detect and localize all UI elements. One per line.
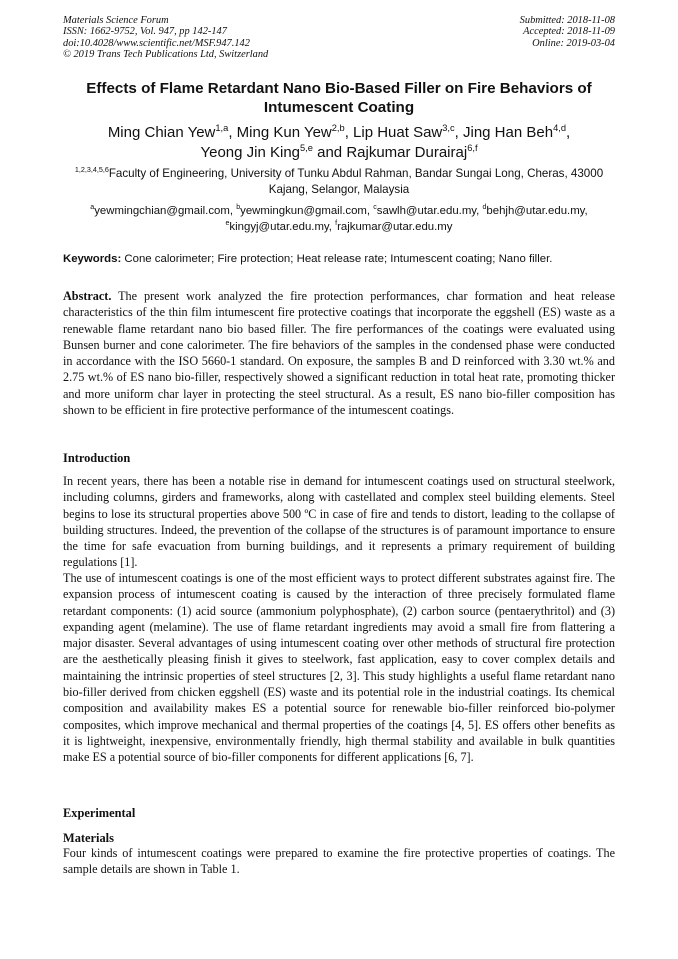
abstract-label: Abstract. bbox=[63, 289, 112, 303]
subsection-heading-materials: Materials bbox=[63, 831, 114, 845]
dates-header bbox=[520, 15, 615, 49]
abstract-text: The present work analyzed the fire protection performances, char formation and heat release characteristics of the thin film intumescent fire protective coatings that incorporate the eggshell (ES) waste as a renewable flame retardant nano bio based filler. The fire performances of the coatings were evaluated using Bunsen burner and cone calorimeter. The fire behaviors of the samples in the condensed phase were conducted in accordance with the ISO 5660-1 standard. On exposure, the samples B and D reinforced with 3.30 wt.% and 2.75 wt.% of ES nano bio-filler, respectively showed a significant reduction in total heat rate, promoting thicker and more uniform char layer in protecting the steel structural. As a result, ES nano bio-filler composition has shown to be efficient in fire protective performance of the intumescent coatings. bbox=[63, 289, 615, 418]
keywords-text: Cone calorimeter; Fire protection; Heat release rate; Intumescent coating; Nano filler. bbox=[124, 253, 553, 265]
introduction-paragraph-2: The use of intumescent coatings is one of the most efficient ways to protect different substrates against fire. The expansion process of intumescent coating is caused by the interaction of three precisely formulated flame retardant components: (1) acid source (ammonium polyphosphate), (2) carbon source (pentaerythritol) and (3) expanding agent (melamine). The use of flame retardant ingredients may avoid a small fire from flattering a major disaster. Several advantages of using intumescent coating over other methods of structural fire protection are the aesthetically pleasing finish it gives to steelwork, fast application, easy to cover complex details and maintaining the intrinsic properties of steel structures [2, 3]. This study highlights a useful flame retardant nano bio-filler derived from chicken eggshell (ES) waste and its potential role in the industrial coatings. Its chemical composition and availability makes ES a potential source for renewable bio-filler reinforced bio-polymer composites, which improve mechanical and thermal properties of the coatings [4, 5]. ES offers other benefits as it is lightweight, inexpensive, environmentally friendly, high thermal stability and available in bulk quantities make ES a potential source of bio-filler components for different applications [6, 7]. bbox=[63, 571, 615, 765]
materials-paragraph: Four kinds of intumescent coatings were prepared to examine the fire protective properties of coatings. The sample details are shown in Table 1. bbox=[63, 846, 615, 877]
email-link[interactable]: kingyj@utar.edu.my bbox=[229, 221, 329, 233]
keywords bbox=[63, 251, 615, 267]
section-heading-introduction: Introduction bbox=[63, 451, 131, 465]
introduction-paragraph-1: In recent years, there has been a notable rise in demand for intumescent coatings used on structural steelwork, including columns, girders and frameworks, along with castellated and complex steel building elements. Steel begins to lose its structural properties above 500 ºC in case of fire and tends to distort, leading to the collapse of building structures. Indeed, the prevention of the collapse of the structures is of paramount importance to ensure the time for safe evacuation from burning buildings, and it represents a primary requirement of building regulations [1]. bbox=[63, 474, 615, 570]
abstract bbox=[63, 288, 615, 418]
author: Yeong Jin King$^{5,e}$ and bbox=[200, 143, 347, 161]
author: Lip Huat Saw$^{3,c}$, bbox=[353, 123, 463, 141]
journal-copyright: © 2019 Trans Tech Publications Ltd, Switzerland bbox=[63, 49, 269, 61]
email-link[interactable]: yewmingkun@gmail.com bbox=[240, 205, 367, 217]
journal-doi[interactable]: doi:10.4028/www.scientific.net/MSF.947.142 bbox=[63, 37, 250, 49]
email-link[interactable]: yewmingchian@gmail.com bbox=[94, 205, 230, 217]
section-heading-experimental: Experimental bbox=[63, 806, 136, 820]
author: Ming Chian Yew$^{1,a}$, bbox=[107, 123, 237, 141]
journal-name: Materials Science Forum bbox=[63, 15, 169, 26]
email-link[interactable]: behjh@utar.edu.my bbox=[486, 205, 585, 217]
paper-title: Effects of Flame Retardant Nano Bio-Based Filler on Fire Behaviors of Intumescent Coating bbox=[86, 80, 592, 116]
email-list: $^a$yewmingchian@gmail.com, $^b$yewmingkun@gmail.com, $^c$sawlh@utar.edu.my, $^d$behjh@utar.edu.my, $^e$kingyj@utar.edu.my, $^f$rajkumar@utar.edu.my bbox=[90, 204, 588, 233]
affiliation: $^{1,2,3,4,5,6}$Faculty of Engineering, University of Tunku Abdul Rahman, Bandar Sungai Long, Cheras, 43000 Kajang, Selangor, Malaysia bbox=[74, 165, 604, 196]
journal-issn: ISSN: 1662-9752, Vol. 947, pp 142-147 bbox=[63, 26, 227, 38]
email-link[interactable]: sawlh@utar.edu.my bbox=[376, 205, 477, 217]
author: Jing Han Beh$^{4,d}$, bbox=[463, 123, 571, 141]
journal-info-header bbox=[63, 15, 268, 61]
author-list bbox=[63, 123, 615, 163]
email-link[interactable]: rajkumar@utar.edu.my bbox=[337, 221, 453, 233]
keywords-label: Keywords: bbox=[63, 253, 122, 265]
author: Rajkumar Durairaj$^{6,f}$ bbox=[346, 143, 478, 161]
accepted-date: Accepted: 2018-11-09 bbox=[523, 26, 615, 38]
submitted-date: Submitted: 2018-11-08 bbox=[519, 15, 615, 26]
author: Ming Kun Yew$^{2,b}$, bbox=[236, 123, 354, 141]
online-date: Online: 2019-03-04 bbox=[532, 37, 615, 49]
